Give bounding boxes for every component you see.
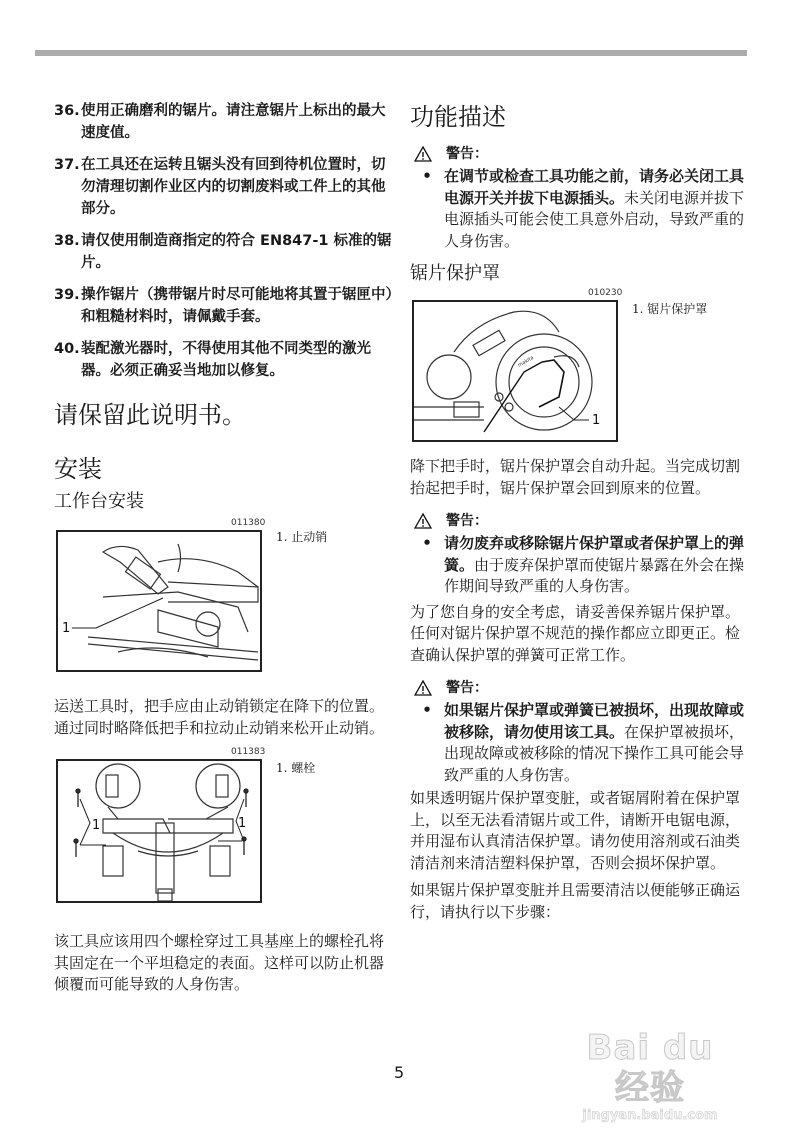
guard-cleaning-paragraph: 如果透明锯片保护罩变脏，或者锯屑附着在保护罩上，以至无法看清锯片或工件，请断开电锯电源，并用湿布认真清洁保护罩。请勿使用溶剂或石油类清洁剂来清洁塑料保护罩，否则会损坏保护罩。 [410, 789, 741, 872]
item-text: 装配激光器时，不得使用其他不同类型的激光器。必须正确妥当地加以修复。 [81, 341, 371, 379]
keep-manual-heading: 请保留此说明书。 [54, 401, 246, 429]
figure-caption: 1. 锯片保护罩 [632, 302, 708, 316]
warning-label: 警告： [410, 511, 750, 531]
left-column [54, 100, 394, 996]
list-item [54, 100, 394, 144]
item-number: 36. [54, 103, 80, 119]
warning-item: • 请勿废弃或移除锯片保护罩或者保护罩上的弹簧。由于废弃保护罩而使锯片暴露在外会在操作期间导致严重的人身伤害。 [410, 533, 750, 598]
svg-text:1: 1 [592, 413, 601, 428]
figure-image-stop-pin [56, 530, 262, 672]
miter-saw-top-illustration [58, 761, 262, 903]
item-text: 使用正确磨利的锯片。请注意锯片上标出的最大速度值。 [81, 103, 386, 141]
bench-install-heading: 工作台安装 [54, 491, 144, 512]
warning-item: • 在调节或检查工具功能之前，请务必关闭工具电源开关并拔下电源插头。未关闭电源并拔下电源插头可能会使工具意外启动，导致严重的人身伤害。 [410, 166, 750, 252]
baidu-watermark [565, 1028, 735, 1123]
watermark-logo-text: Bai du 经验 [586, 1028, 714, 1108]
guard-maintenance-paragraph: 为了您自身的安全考虑，请妥善保养锯片保护罩。任何对锯片保护罩不规范的操作都应立即更正。检查确认保护罩的弹簧可正常工作。 [410, 602, 741, 664]
list-item [54, 284, 394, 328]
list-item [54, 154, 394, 220]
bullet-icon: • [422, 534, 432, 552]
figure-image-blade-guard [412, 300, 618, 442]
item-number: 37. [54, 157, 80, 173]
svg-text:1: 1 [62, 621, 71, 636]
safety-list [54, 100, 394, 382]
warning-triangle-icon [414, 146, 432, 162]
blade-guard-illustration [414, 302, 618, 442]
function-heading: 功能描述 [410, 103, 506, 131]
list-item [54, 338, 394, 382]
item-number: 40. [54, 341, 80, 357]
figure-code: 010230 [588, 288, 623, 298]
svg-text:1: 1 [92, 818, 101, 833]
bullet-icon: • [422, 167, 432, 185]
guard-operation-paragraph: 降下把手时，锯片保护罩会自动升起。当完成切割抬起把手时，锯片保护罩会回到原来的位置。 [410, 457, 741, 497]
item-text: 请仅使用制造商指定的符合 EN847-1 标准的锯片。 [81, 233, 392, 271]
figure-bolts [54, 745, 394, 929]
figure-stop-pin [54, 514, 394, 694]
transport-paragraph: 运送工具时，把手应由止动销锁定在降下的位置。通过同时略降低把手和拉动止动销来松开止动销。 [54, 697, 385, 737]
svg-text:makita: makita [517, 354, 535, 369]
warning-item: • 如果锯片保护罩或弹簧已被损坏，出现故障或被移除，请勿使用该工具。在保护罩被损坏，出现故障或被移除的情况下操作工具可能会导致严重的人身伤害。 [410, 700, 750, 786]
figure-image-bolts [56, 759, 262, 903]
warning-triangle-icon [414, 513, 432, 529]
watermark-url: jingyan.baidu.com [582, 1108, 718, 1123]
item-number: 38. [54, 233, 80, 249]
blade-guard-heading: 锯片保护罩 [410, 263, 500, 284]
figure-caption: 1. 螺栓 [276, 761, 316, 775]
warning-label: 警告： [410, 678, 750, 698]
item-text: 操作锯片（携带锯片时尽可能地将其置于锯匣中）和粗糙材料时，请佩戴手套。 [81, 287, 393, 325]
figure-blade-guard [410, 286, 750, 456]
warning-triangle-icon [414, 680, 432, 696]
right-column [410, 100, 750, 923]
mounting-paragraph: 该工具应该用四个螺栓穿过工具基座上的螺栓孔将其固定在一个平坦稳定的表面。这样可以防止机器倾覆而可能导致的人身伤害。 [54, 932, 385, 993]
svg-text:1: 1 [238, 816, 247, 831]
item-text: 在工具还在运转且锯头没有回到待机位置时，切勿清理切割作业区内的切割废料或工件上的其他部分。 [81, 157, 386, 217]
install-heading: 安装 [54, 455, 102, 483]
figure-code: 011383 [231, 747, 266, 757]
miter-saw-side-illustration [58, 532, 262, 672]
item-number: 39. [54, 287, 80, 303]
warning-label: 警告： [410, 144, 750, 164]
figure-caption: 1. 止动销 [276, 530, 328, 544]
list-item [54, 230, 394, 274]
header-rule [35, 50, 747, 56]
cleaning-steps-intro: 如果锯片保护罩变脏并且需要清洁以便能够正确运行，请执行以下步骤： [410, 881, 741, 921]
bullet-icon: • [422, 701, 432, 719]
page-number: 5 [394, 1063, 405, 1082]
figure-code: 011380 [231, 518, 266, 528]
